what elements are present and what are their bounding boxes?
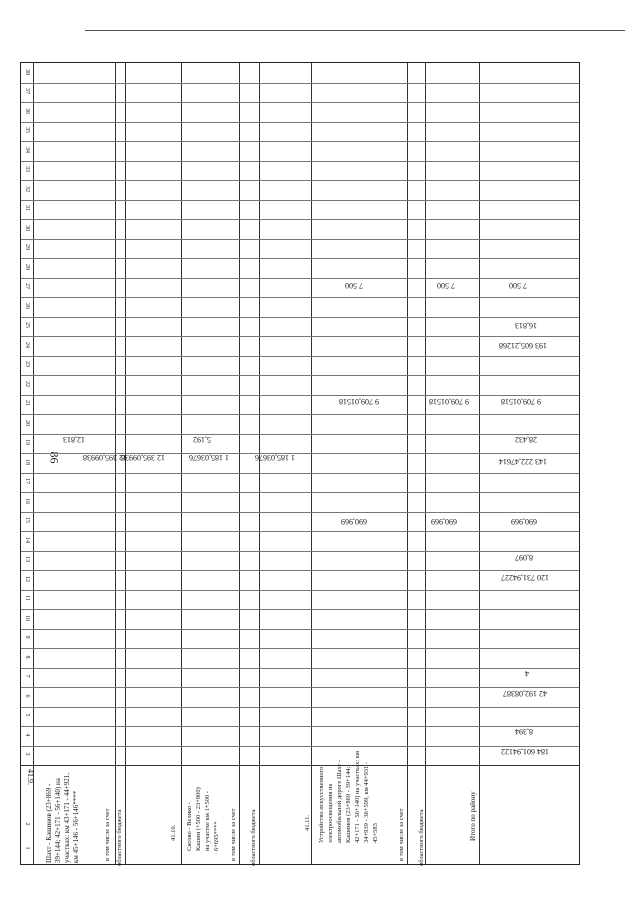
column-separator	[21, 590, 579, 591]
cell-value: 7 500	[509, 281, 527, 290]
cell-value: 9 709,01518	[429, 397, 469, 406]
top-rule	[85, 30, 625, 31]
column-separator	[21, 180, 579, 181]
column-separator	[21, 707, 579, 708]
column-number: 4	[24, 733, 30, 737]
column-number: 28	[24, 263, 30, 270]
column-separator	[21, 746, 579, 747]
row-label: областного бюджета	[250, 809, 257, 866]
column-separator	[21, 434, 579, 435]
column-number: 32	[24, 185, 30, 192]
column-number: 16	[24, 497, 30, 504]
row-label: Шахт - Кашинов (23+869 - 39+144; 42+171 - 56+140) на участках: км 43+171 - 44+921, км 45+146 - 56+146****	[45, 773, 80, 863]
column-separator	[21, 648, 579, 649]
column-separator	[21, 609, 579, 610]
cell-value: 42 192,08387	[503, 689, 547, 698]
column-number-strip	[33, 63, 34, 864]
header-col-number: 1	[24, 846, 30, 850]
cell-value: 120 731,94227	[501, 573, 549, 582]
column-separator	[21, 726, 579, 727]
column-number: 20	[24, 419, 30, 426]
column-separator	[21, 551, 579, 552]
column-number: 25	[24, 322, 30, 329]
column-separator	[21, 570, 579, 571]
column-number: 8	[24, 655, 30, 659]
column-separator	[21, 375, 579, 376]
column-divider	[425, 63, 426, 864]
column-number: 11	[24, 595, 30, 602]
column-number: 3	[24, 752, 30, 756]
column-number: 27	[24, 283, 30, 290]
column-separator	[21, 336, 579, 337]
column-number: 33	[24, 166, 30, 173]
column-separator	[21, 258, 579, 259]
column-number: 17	[24, 478, 30, 485]
column-separator	[21, 297, 579, 298]
column-separator	[21, 102, 579, 103]
cell-value: 143 222,47614	[499, 457, 547, 466]
cell-value: 690,969	[431, 517, 457, 526]
column-separator	[21, 219, 579, 220]
column-separator	[21, 83, 579, 84]
cell-value: 9 709,01518	[339, 397, 379, 406]
column-separator	[21, 356, 579, 357]
cell-value: 7 500	[437, 281, 455, 290]
column-number: 15	[24, 517, 30, 524]
column-separator	[21, 668, 579, 669]
column-separator	[21, 512, 579, 513]
page-number: 86	[47, 451, 62, 464]
row-id: 41.11.	[304, 814, 311, 831]
row-label: областного бюджета	[418, 809, 425, 866]
column-number: 23	[24, 361, 30, 368]
cell-value: 184 601,94122	[501, 747, 549, 756]
column-number: 13	[24, 556, 30, 563]
column-separator	[21, 278, 579, 279]
cell-value: 28,432	[515, 435, 537, 444]
column-number: 5	[24, 713, 30, 717]
column-separator	[21, 629, 579, 630]
column-number: 29	[24, 244, 30, 251]
column-number: 24	[24, 341, 30, 348]
column-number: 10	[24, 614, 30, 621]
cell-value: 8,097	[515, 553, 533, 562]
column-number: 6	[24, 694, 30, 698]
column-number: 34	[24, 146, 30, 153]
cell-value: 690,969	[341, 517, 367, 526]
cell-value: 12,813	[63, 435, 85, 444]
column-separator	[21, 239, 579, 240]
column-number: 7	[24, 674, 30, 678]
column-divider	[181, 63, 182, 864]
cell-value: 193 605,21268	[499, 341, 547, 350]
column-separator	[21, 122, 579, 123]
cell-value: 1 185,03676	[189, 453, 229, 462]
column-separator	[21, 531, 579, 532]
column-number: 12	[24, 575, 30, 582]
row-id: 41.9.	[26, 769, 35, 785]
column-number: 26	[24, 302, 30, 309]
column-separator	[21, 200, 579, 201]
column-divider	[407, 63, 408, 864]
column-number: 36	[24, 107, 30, 114]
row-label: областного бюджета	[116, 809, 123, 866]
row-id: 41.10.	[170, 824, 177, 841]
cell-value: 5,192	[193, 435, 211, 444]
column-number: 35	[24, 127, 30, 134]
row-label: в том числе за счет	[230, 808, 237, 861]
budget-table	[20, 62, 580, 865]
row-label: в том числе за счет	[104, 808, 111, 861]
column-number: 19	[24, 439, 30, 446]
cell-value: 8,394	[515, 727, 533, 736]
row-label: Итого по району	[469, 791, 477, 841]
row-label: Сясово - Велико - Кашин (+500 - 23+800) на участке км 1+500 - 6+695****	[186, 787, 220, 851]
column-separator	[21, 687, 579, 688]
header-col-number: 2	[24, 822, 30, 826]
column-separator	[21, 395, 579, 396]
column-separator	[21, 141, 579, 142]
column-number: 9	[24, 635, 30, 639]
column-separator	[21, 492, 579, 493]
column-divider	[311, 63, 312, 864]
column-separator	[21, 473, 579, 474]
column-divider	[259, 63, 260, 864]
cell-value: 16,813	[515, 321, 537, 330]
cell-value: 7 500	[345, 281, 363, 290]
label-area-separator	[21, 765, 579, 766]
column-divider	[115, 63, 116, 864]
column-number: 38	[24, 68, 30, 75]
row-label: Устройство искусственного электроосвещения на автомобильной дороге Шахт - Кашинов (23+869 - 39+144; 42+171 - 56+140) на участках: км 34+939 - 36+599, км 44+931 - 45+583	[318, 750, 379, 843]
column-separator	[21, 414, 579, 415]
column-number: 18	[24, 458, 30, 465]
column-number: 14	[24, 536, 30, 543]
column-number: 31	[24, 205, 30, 212]
column-divider	[239, 63, 240, 864]
column-divider	[479, 63, 480, 864]
cell-value: 12 395,09938	[83, 453, 127, 462]
cell-value: 4	[525, 669, 529, 678]
cell-value: 9 709,01518	[501, 397, 541, 406]
column-number: 22	[24, 380, 30, 387]
column-number: 21	[24, 400, 30, 407]
column-divider	[125, 63, 126, 864]
column-separator	[21, 161, 579, 162]
row-label: в том числе за счет	[398, 808, 405, 861]
column-number: 30	[24, 224, 30, 231]
cell-value: 12 395,09938	[121, 453, 165, 462]
cell-value: 1 185,03676	[255, 453, 295, 462]
column-separator	[21, 317, 579, 318]
column-number: 37	[24, 88, 30, 95]
cell-value: 690,969	[511, 517, 537, 526]
